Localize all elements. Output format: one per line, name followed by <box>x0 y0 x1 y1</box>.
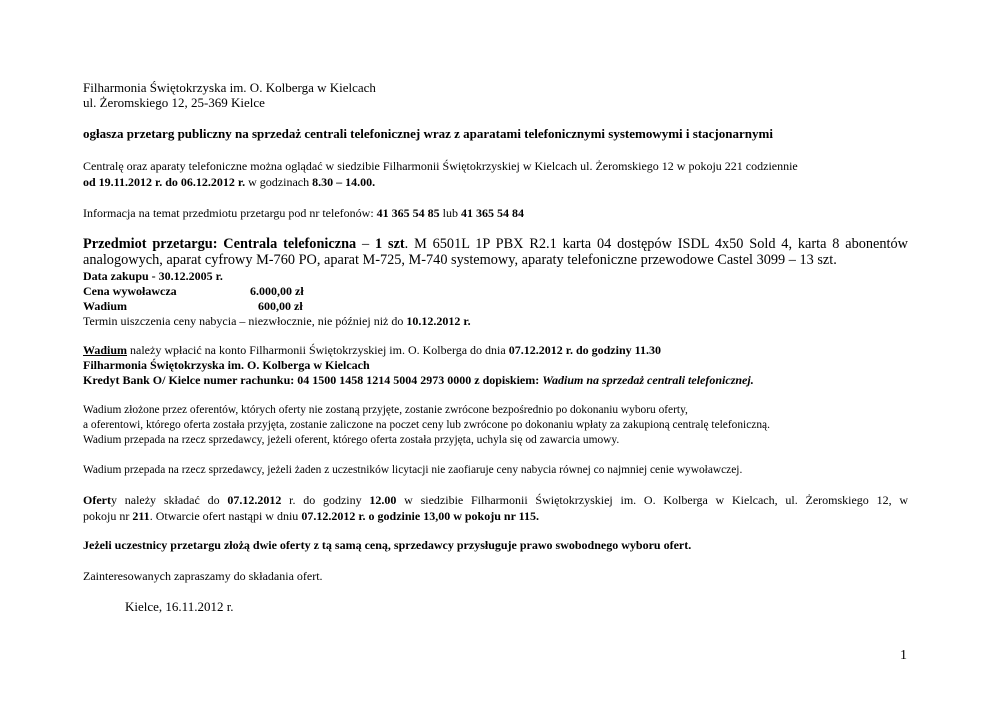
payment-term-date: 10.12.2012 r. <box>406 314 471 328</box>
payment-instruction-text: należy wpłacić na konto Filharmonii Świętokrzyskiej im. O. Kolberga do dnia <box>127 343 509 357</box>
bank-account <box>83 374 754 386</box>
subject-line-1 <box>83 237 908 251</box>
announcement-title: ogłasza przetarg publiczny na sprzedaż centrali telefonicznej wraz z aparatami telefonicznymi systemowymi i stacjonarnymi <box>83 126 773 141</box>
phone-info-prefix: Informacja na temat przedmiotu przetargu pod nr telefonów: <box>83 206 377 220</box>
phone-number-1: 41 365 54 85 <box>376 206 440 220</box>
same-price-rule: Jeżeli uczestnicy przetargu złożą dwie oferty z tą samą ceną, sprzedawcy przysługuje prawo swobodnego wyboru ofert. <box>83 538 692 552</box>
header-address: ul. Żeromskiego 12, 25-369 Kielce <box>83 95 265 110</box>
subject-line-2: analogowych, aparat cyfrowy M-760 PO, aparat M-725, M-740 systemowy, aparaty telefoniczne przewodowe Castel 3099 – 13 szt. <box>83 252 837 268</box>
offers-room: 211 <box>132 509 150 523</box>
account-holder: Filharmonia Świętokrzyska im. O. Kolberga w Kielcach <box>83 358 370 372</box>
viewing-hours-prefix: w godzinach <box>245 175 313 189</box>
viewing-line: Centralę oraz aparaty telefoniczne można oglądać w siedzibie Filharmonii Świętokrzyskiej w Kielcach ul. Żeromskiego 12 w pokoju 221 codziennie <box>83 159 798 173</box>
payment-term-text: Termin uiszczenia ceny nabycia – niezwłocznie, nie później niż do <box>83 314 407 328</box>
subject-description: . M 6501L 1P PBX R2.1 karta 04 dostępów ISDL 4x50 Sold 4, karta 8 abonentów <box>404 236 908 252</box>
page-number: 1 <box>900 648 907 663</box>
phone-number-2: 41 365 54 84 <box>461 206 525 220</box>
bank-account-text: Kredyt Bank O/ Kielce numer rachunku: 04 1500 1458 1214 5004 2973 0000 z dopiskiem: <box>83 373 543 387</box>
offers-deadline-time: 12.00 <box>369 493 397 507</box>
viewing-period: od 19.11.2012 r. do 06.12.2012 r. <box>83 175 246 189</box>
viewing-hours: 8.30 – 14.00. <box>312 175 376 189</box>
price-value: 6.000,00 zł <box>250 284 304 298</box>
invitation: Zainteresowanych zapraszamy do składania ofert. <box>83 569 323 583</box>
payment-deadline: 07.12.2012 r. do godziny 11.30 <box>508 343 661 357</box>
offers-word-rest: y należy składać do <box>110 493 228 507</box>
payment-term <box>83 315 471 327</box>
transfer-note: Wadium na sprzedaż centrali telefonicznej. <box>542 373 754 387</box>
offers-room-prefix: pokoju nr <box>83 509 133 523</box>
offers-location: w siedzibie Filharmonii Świętokrzyskiej im. O. Kolberga w Kielcach, ul. Żeromskiego 12, w <box>396 493 908 507</box>
purchase-date: Data zakupu - 30.12.2005 r. <box>83 269 223 283</box>
phone-info-or: lub <box>439 206 462 220</box>
wadium-word: Wadium <box>83 343 128 357</box>
subject-label: Przedmiot przetargu: Centrala telefoniczna <box>83 236 357 252</box>
phone-info <box>83 207 524 219</box>
wadium-forfeit: Wadium przepada na rzecz sprzedawcy, jeżeli żaden z uczestników licytacji nie zaofiaruje ceny nabycia równej co najmniej cenie wywoławczej. <box>83 464 743 476</box>
subject-dash: – <box>356 236 376 252</box>
viewing-dates <box>83 176 375 188</box>
offers-deadline-date: 07.12.2012 <box>227 493 282 507</box>
payment-instruction <box>83 344 661 356</box>
wadium-rule-3: Wadium przepada na rzecz sprzedawcy, jeżeli oferent, którego oferta została przyjęta, uchyla się od zawarcia umowy. <box>83 434 620 446</box>
wadium-value: 600,00 zł <box>258 299 303 313</box>
offers-opening-prefix: . Otwarcie ofert nastąpi w dniu <box>149 509 302 523</box>
wadium-label: Wadium <box>83 299 128 313</box>
offers-line-2 <box>83 510 539 522</box>
offers-word-bold: Ofert <box>83 493 111 507</box>
offers-line-1 <box>83 494 908 506</box>
price-label: Cena wywoławcza <box>83 284 177 298</box>
header-organization: Filharmonia Świętokrzyska im. O. Kolberga w Kielcach <box>83 80 376 95</box>
place-date: Kielce, 16.11.2012 r. <box>125 599 234 614</box>
wadium-rule-1: Wadium złożone przez oferentów, których oferty nie zostaną przyjęte, zostanie zwrócone bezpośrednio po dokonaniu wyboru oferty, <box>83 404 688 416</box>
wadium-rule-2: a oferentowi, którego oferta została przyjęta, zostanie zaliczone na poczet ceny lub zwrócone po dokonaniu wpłaty za zakupioną centralę telefoniczną. <box>83 419 770 431</box>
offers-opening: 07.12.2012 r. o godzinie 13,00 w pokoju nr 115. <box>301 509 540 523</box>
subject-quantity: 1 szt <box>375 236 405 252</box>
offers-mid: r. do godziny <box>281 493 370 507</box>
